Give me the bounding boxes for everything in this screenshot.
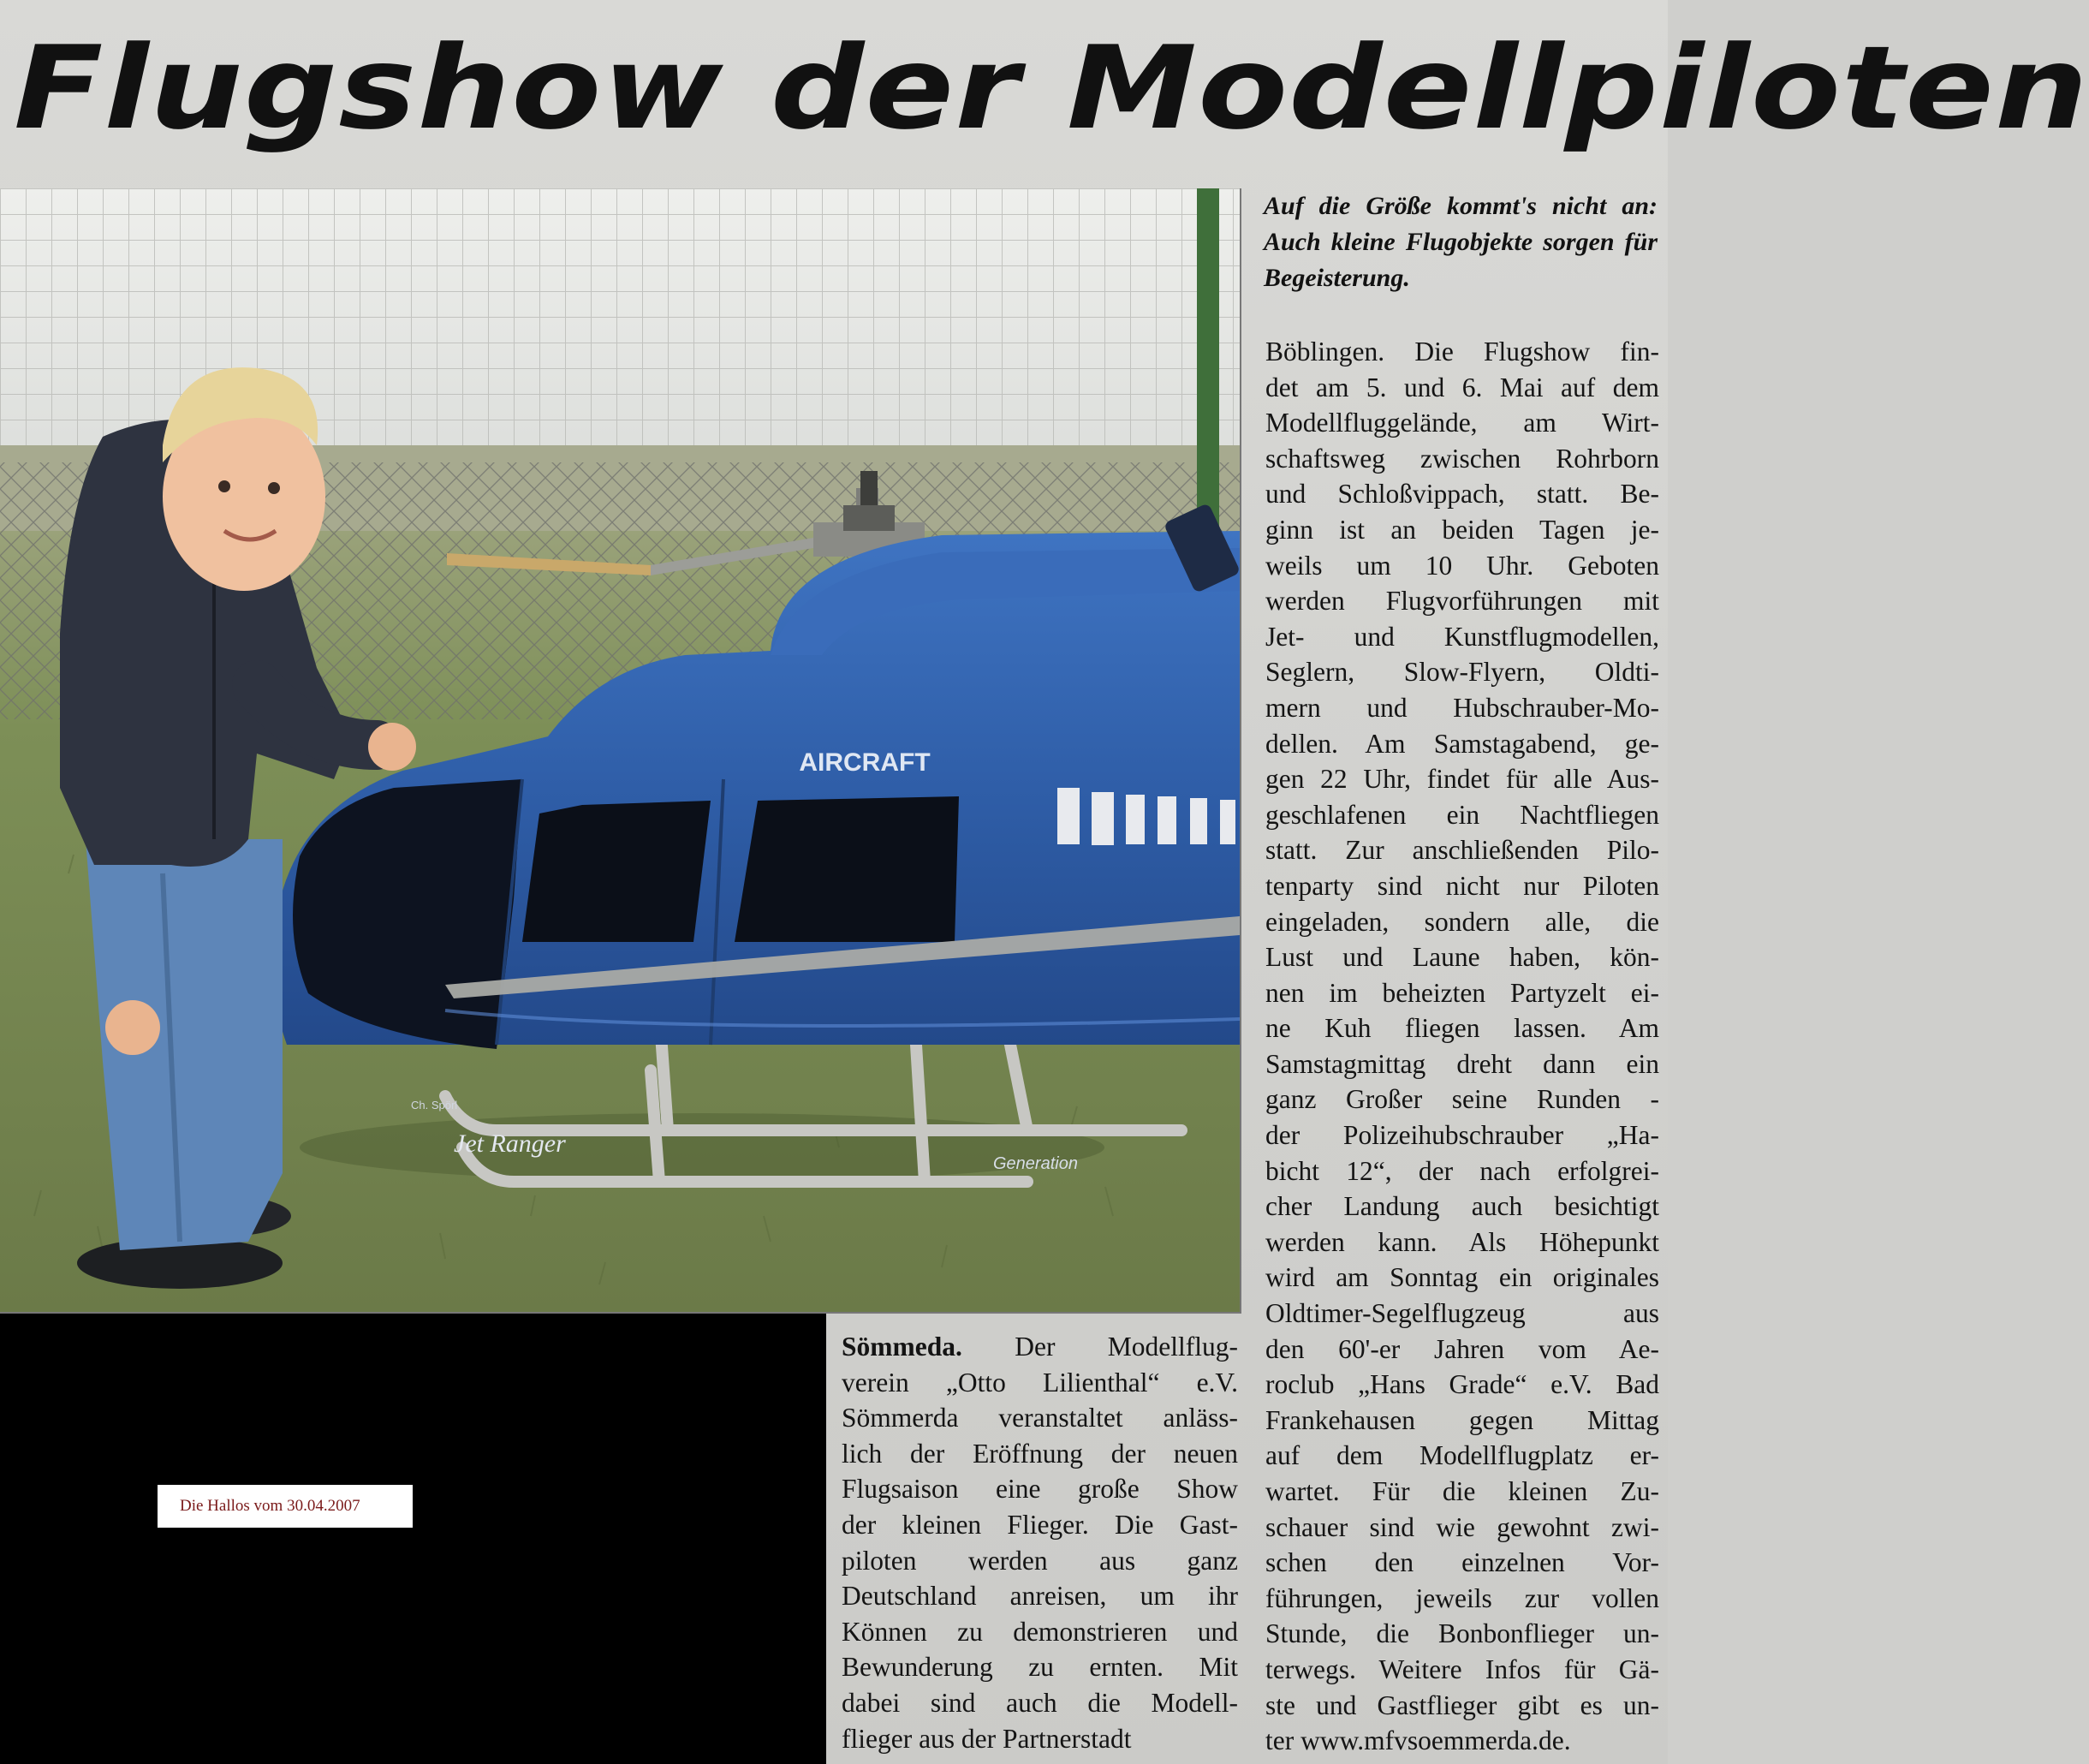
article-line: eingeladen, sondern alle, die	[1265, 906, 1659, 937]
article-line: cher Landung auch besichtigt	[1265, 1191, 1659, 1222]
article-line: Bewunderung zu ernten. Mit	[842, 1652, 1238, 1683]
article-line: tenparty sind nicht nur Piloten	[1265, 870, 1659, 901]
article-line: det am 5. und 6. Mai auf dem	[1265, 372, 1659, 402]
article-column-middle	[842, 1329, 1238, 1756]
article-line: schauer sind wie gewohnt zwi-	[1265, 1511, 1659, 1542]
article-line: bicht 12“, der nach erfolgrei-	[1265, 1155, 1659, 1186]
article-line: Stunde, die Bonbonflieger un-	[1265, 1618, 1659, 1649]
article-line: den 60'-er Jahren vom Ae-	[1265, 1333, 1659, 1364]
article-line: statt. Zur anschließenden Pilo-	[1265, 835, 1659, 866]
article-line: Seglern, Slow-Flyern, Oldti-	[1265, 657, 1659, 688]
article-line: terwegs. Weitere Infos für Gä-	[1265, 1654, 1659, 1684]
article-line-text: Der Modellflug-	[1015, 1332, 1238, 1362]
article-line: roclub „Hans Grade“ e.V. Bad	[1265, 1369, 1659, 1400]
article-line: Frankehausen gegen Mittag	[1265, 1404, 1659, 1435]
article-line: Können zu demonstrieren und	[842, 1616, 1238, 1647]
dateline: Sömmeda.	[842, 1332, 962, 1362]
article-line: auf dem Modellflugplatz er-	[1265, 1440, 1659, 1471]
article-photo	[0, 188, 1241, 1314]
fuselage-text: AIRCRAFT	[799, 748, 931, 777]
article-line: ne Kuh fliegen lassen. Am	[1265, 1013, 1659, 1044]
article-line: schen den einzelnen Vor-	[1265, 1547, 1659, 1578]
article-line	[842, 1329, 1238, 1365]
series-name-text: Generation	[993, 1154, 1078, 1173]
article-line: ginn ist an beiden Tagen je-	[1265, 514, 1659, 545]
article-line: verein „Otto Lilienthal“ e.V.	[842, 1367, 1238, 1397]
article-line: schaftsweg zwischen Rohrborn	[1265, 443, 1659, 474]
article-line: Modellfluggelände, am Wirt-	[1265, 408, 1659, 438]
article-line: geschlafenen ein Nachtfliegen	[1265, 799, 1659, 830]
article-line: Böblingen. Die Flugshow fin-	[1265, 337, 1659, 367]
cabin-window-rear	[735, 796, 959, 942]
article-line: Jet- und Kunstflugmodellen,	[1265, 621, 1659, 652]
article-line: Flugsaison eine große Show	[842, 1474, 1238, 1505]
article-line: führungen, jeweils zur vollen	[1265, 1582, 1659, 1613]
source-label: Die Hallos vom 30.04.2007	[158, 1485, 413, 1528]
article-line: weils um 10 Uhr. Geboten	[1265, 550, 1659, 581]
article-line: und Schloßvippach, statt. Be-	[1265, 479, 1659, 510]
article-line: flieger aus der Partnerstadt	[842, 1723, 1132, 1754]
headline: Flugshow der Modellpiloten	[14, 21, 2089, 155]
article-line: wird am Sonntag ein originales	[1265, 1262, 1659, 1293]
photo-caption: Auf die Größe kommt's nicht an: Auch kleine Flugobjekte sorgen für Begeisterung.	[1264, 192, 1658, 292]
article-line: werden Flugvorführungen mit	[1265, 586, 1659, 617]
article-line: gen 22 Uhr, findet für alle Aus-	[1265, 764, 1659, 795]
article-line: nen im beheizten Partyzelt ei-	[1265, 977, 1659, 1008]
article-line: Samstagmittag dreht dann ein	[1265, 1048, 1659, 1079]
signature-text: Ch. Spörl	[411, 1099, 458, 1111]
article-line: Sömmerda veranstaltet anläss-	[842, 1403, 1238, 1433]
article-line: dellen. Am Samstagabend, ge-	[1265, 728, 1659, 759]
model-name-text: Jet Ranger	[454, 1129, 566, 1158]
article-line: ter www.mfvsoemmerda.de.	[1265, 1725, 1571, 1756]
article-line: werden kann. Als Höhepunkt	[1265, 1226, 1659, 1257]
article-line: mern und Hubschrauber-Mo-	[1265, 692, 1659, 723]
article-line: lich der Eröffnung der neuen	[842, 1438, 1238, 1469]
article-column-right	[1265, 334, 1659, 1759]
article-line: der kleinen Flieger. Die Gast-	[842, 1509, 1238, 1540]
article-line: der Polizeihubschrauber „Ha-	[1265, 1120, 1659, 1151]
photo-illustration	[0, 188, 1240, 1312]
article-line: wartet. Für die kleinen Zu-	[1265, 1476, 1659, 1506]
article-line: piloten werden aus ganz	[842, 1545, 1238, 1576]
article-line: ste und Gastflieger gibt es un-	[1265, 1690, 1659, 1720]
article-line: ganz Großer seine Runden -	[1265, 1084, 1659, 1115]
black-area	[0, 1314, 826, 1764]
article-line: Deutschland anreisen, um ihr	[842, 1581, 1238, 1612]
cabin-window-front	[522, 801, 711, 942]
fence-post	[1197, 188, 1219, 548]
article-line: dabei sind auch die Modell-	[842, 1687, 1238, 1718]
article-line: Oldtimer-Segelflugzeug aus	[1265, 1298, 1659, 1329]
article-line: Lust und Laune haben, kön-	[1265, 942, 1659, 973]
